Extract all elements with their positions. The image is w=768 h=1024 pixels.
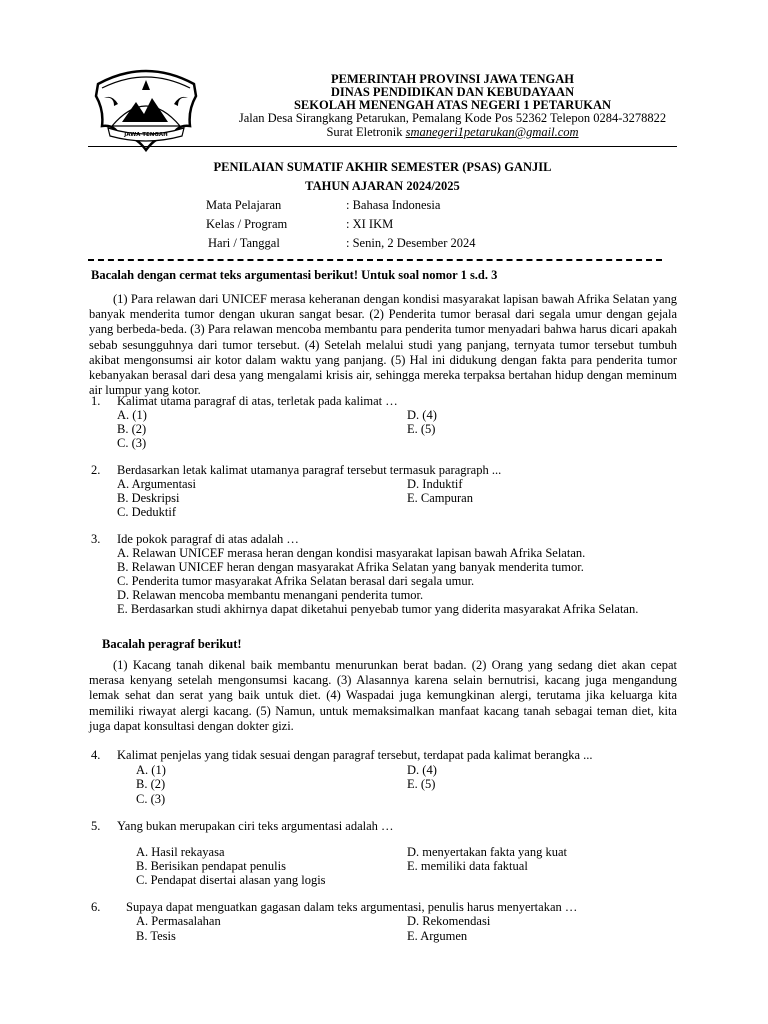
svg-text:JAWA TENGAH: JAWA TENGAH [124, 132, 168, 138]
option-d[interactable]: D. Rekomendasi [407, 914, 491, 928]
class-label: Kelas / Program [206, 217, 288, 231]
subject-label: Mata Pelajaran [206, 198, 282, 212]
option-c[interactable]: C. Deduktif [117, 505, 177, 519]
option-c[interactable]: C. Penderita tumor masyarakat Afrika Selatan berasal dari segala umur. [117, 574, 475, 588]
option-d[interactable]: D. menyertakan fakta yang kuat [407, 845, 568, 859]
central-java-emblem-icon [92, 66, 200, 152]
header-line-2: DINAS PENDIDIKAN DAN KEBUDAYAAN [330, 85, 575, 99]
option-b[interactable]: B. Tesis [136, 929, 176, 943]
section1-passage: (1) Para relawan dari UNICEF merasa keheranan dengan kondisi masyarakat lapisan bawah Afrika Selatan yang banyak menderita tumor dengan ukuran sangat besar. (2) Penderita tumor berasal dari segala umur dengan gejala yang berbeda-beda. (3) Para relawan mencoba membantu para penderita tumor menyadari bahwa harus dicari apakah sebab sesungguhnya dari tumor tersebut. (4) Setelah melalui studi yang panjang, ternyata tumor tersebut tumbuh akibat mengonsumsi air kotor dalam waktu yang panjang. (5) Hal ini didukung dengan fakta para penderita tumor kebanyakan berasal dari desa yang mengalami krisis air, sehingga mereka terpaksa bertahan hidup dengan meminum air lumpur yang kotor. [89, 292, 677, 398]
option-e[interactable]: E. Berdasarkan studi akhirnya dapat diketahui penyebab tumor yang diderita masyarakat Afrika Selatan. [117, 602, 639, 616]
option-a[interactable]: A. Relawan UNICEF merasa heran dengan kondisi masyarakat lapisan bawah Afrika Selatan. [117, 546, 586, 560]
header-line-1: PEMERINTAH PROVINSI JAWA TENGAH [331, 72, 574, 86]
option-b[interactable]: B. (2) [136, 777, 166, 791]
question-number: 3. [91, 532, 101, 546]
letterhead-rule [88, 146, 677, 147]
header-address: Jalan Desa Sirangkang Petarukan, Pemalang Kode Pos 52362 Telepon 0284-3278822 [238, 111, 667, 125]
option-e[interactable]: E. Argumen [407, 929, 468, 943]
option-e[interactable]: E. Campuran [407, 491, 473, 505]
school-logo [92, 66, 200, 152]
question-text: Kalimat utama paragraf di atas, terletak pada kalimat … [117, 394, 398, 408]
option-e[interactable]: E. memiliki data faktual [407, 859, 528, 873]
exam-title: PENILAIAN SUMATIF AKHIR SEMESTER (PSAS) GANJIL [213, 160, 552, 174]
question-text: Supaya dapat menguatkan gagasan dalam teks argumentasi, penulis harus menyertakan … [126, 900, 578, 914]
email-link[interactable]: smanegeri1petarukan@gmail.com [405, 125, 579, 139]
date-label: Hari / Tanggal [208, 236, 280, 250]
email-label: Surat Eletronik [326, 125, 403, 139]
subject-value: : Bahasa Indonesia [346, 198, 441, 212]
question-number: 2. [91, 463, 101, 477]
option-b[interactable]: B. Berisikan pendapat penulis [136, 859, 286, 873]
option-d[interactable]: D. (4) [407, 763, 437, 777]
exam-year: TAHUN AJARAN 2024/2025 [305, 179, 460, 193]
question-text: Ide pokok paragraf di atas adalah … [117, 532, 299, 546]
question-number: 1. [91, 394, 101, 408]
header-line-3: SEKOLAH MENENGAH ATAS NEGERI 1 PETARUKAN [293, 98, 612, 112]
option-c[interactable]: C. (3) [136, 792, 166, 806]
dashed-divider [88, 259, 662, 261]
question-number: 5. [91, 819, 101, 833]
question-text: Yang bukan merupakan ciri teks argumentasi adalah … [117, 819, 394, 833]
option-c[interactable]: C. (3) [117, 436, 147, 450]
date-value: : Senin, 2 Desember 2024 [346, 236, 476, 250]
option-e[interactable]: E. (5) [407, 422, 436, 436]
section2-passage: (1) Kacang tanah dikenal baik membantu menurunkan berat badan. (2) Orang yang sedang diet akan cepat merasa kenyang setelah mengonsumsi kacang. (3) Alasannya karena selain bernutrisi, kacang juga mengandung lemak sehat dan serat yang baik untuk diet. (4) Waspadai juga kemungkinan alergi, terutama jika keluarga kita memiliki riwayat alergi kacang. (5) Namun, untuk memaksimalkan manfaat kacang tanah sebagai teman diet, kita juga dapat konsultasi dengan dokter gizi. [89, 658, 677, 733]
option-d[interactable]: D. Relawan mencoba membantu menangani penderita tumor. [117, 588, 424, 602]
question-number: 4. [91, 748, 101, 762]
option-a[interactable]: A. Hasil rekayasa [136, 845, 225, 859]
option-b[interactable]: B. Relawan UNICEF heran dengan masyarakat Afrika Selatan yang banyak menderita tumor. [117, 560, 584, 574]
section1-instruction: Bacalah dengan cermat teks argumentasi berikut! Untuk soal nomor 1 s.d. 3 [91, 268, 498, 282]
option-a[interactable]: A. Permasalahan [136, 914, 221, 928]
option-e[interactable]: E. (5) [407, 777, 436, 791]
option-b[interactable]: B. (2) [117, 422, 147, 436]
option-a[interactable]: A. (1) [136, 763, 166, 777]
section2-instruction: Bacalah peragraf berikut! [102, 637, 242, 651]
option-b[interactable]: B. Deskripsi [117, 491, 180, 505]
question-text: Kalimat penjelas yang tidak sesuai dengan paragraf tersebut, terdapat pada kalimat berangka ... [117, 748, 593, 762]
question-number: 6. [91, 900, 101, 914]
option-c[interactable]: C. Pendapat disertai alasan yang logis [136, 873, 326, 887]
option-a[interactable]: A. Argumentasi [117, 477, 196, 491]
option-d[interactable]: D. (4) [407, 408, 437, 422]
header-email-line [195, 125, 710, 139]
question-text: Berdasarkan letak kalimat utamanya paragraf tersebut termasuk paragraph ... [117, 463, 502, 477]
option-d[interactable]: D. Induktif [407, 477, 463, 491]
option-a[interactable]: A. (1) [117, 408, 147, 422]
class-value: : XI IKM [346, 217, 394, 231]
